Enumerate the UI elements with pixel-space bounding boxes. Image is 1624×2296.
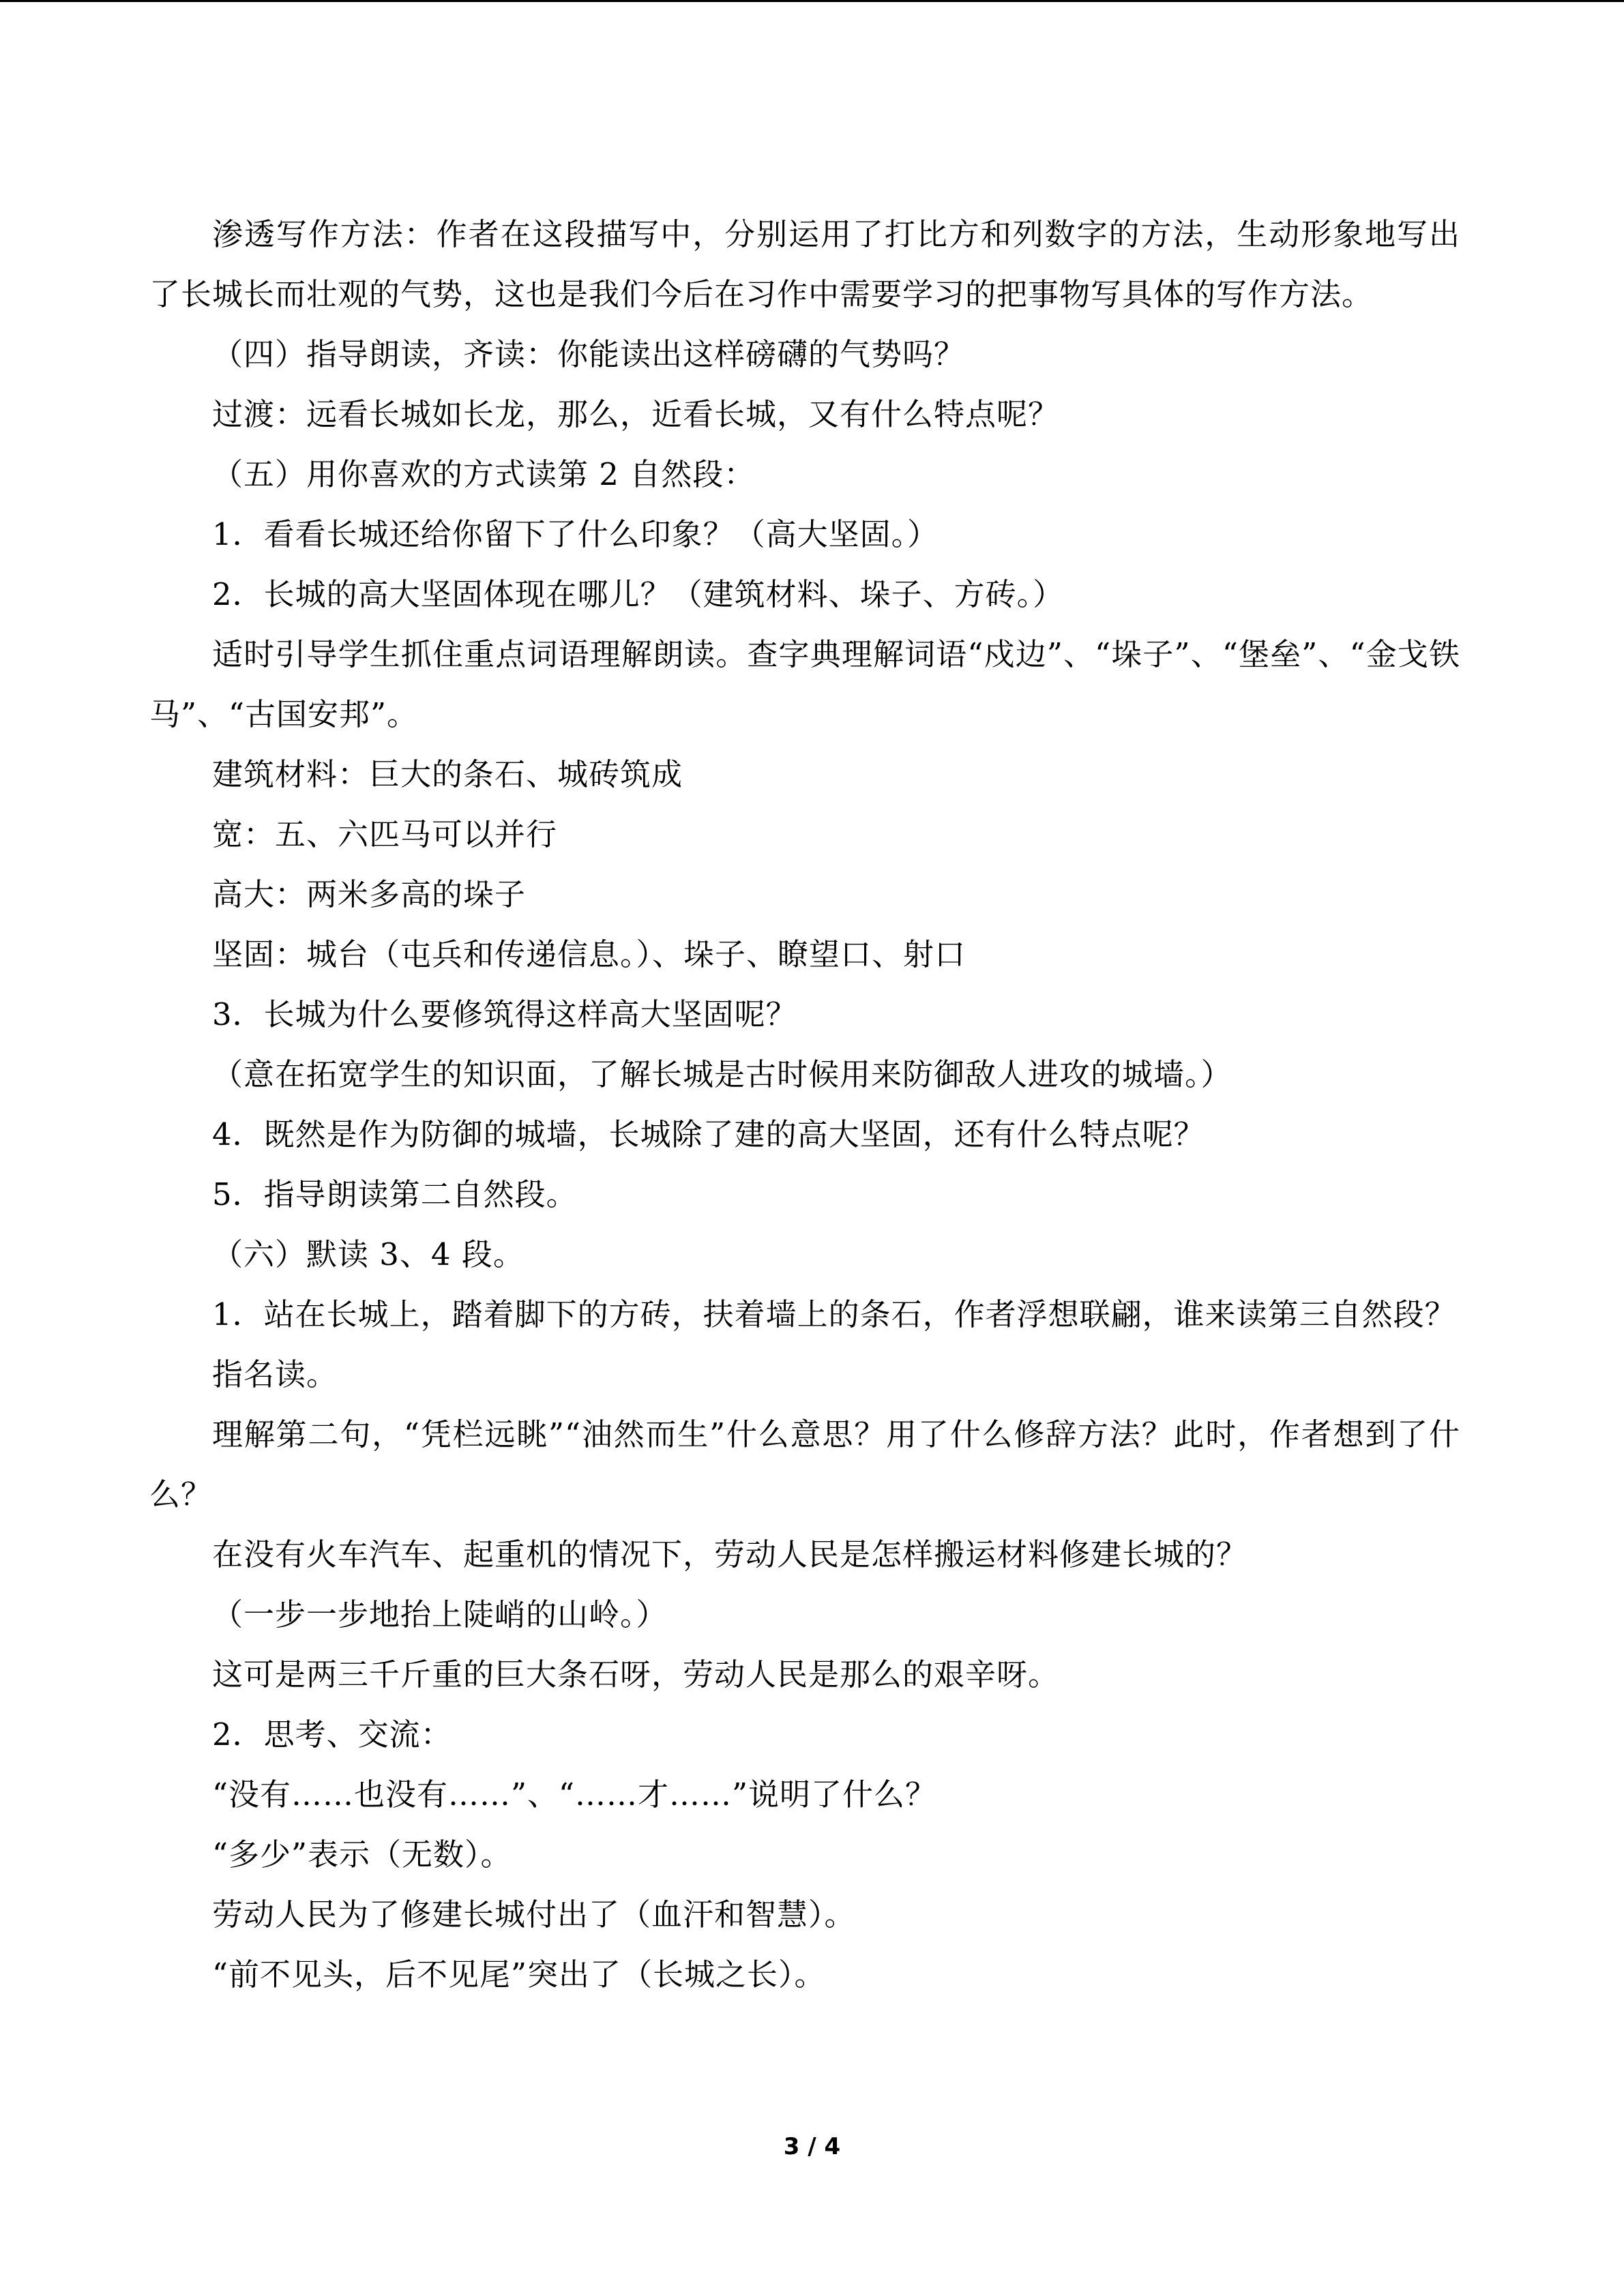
paragraph-section-five: （五）用你喜欢的方式读第 2 自然段： — [212, 456, 756, 492]
paragraph-writing-method: 渗透写作方法：作者在这段描写中，分别运用了打比方和列数字的方法，生动形象地写出了长城长而壮观的气势，这也是我们今后在习作中需要学习的把事物写具体的写作方法。 — [149, 216, 1460, 312]
paragraph-question-1: 1．看看长城还给你留下了什么印象？（高大坚固。） — [212, 516, 939, 552]
paragraph-think-discuss: 2．思考、交流： — [212, 1716, 452, 1753]
paragraph-length: “前不见头，后不见尾”突出了（长城之长）。 — [212, 1956, 826, 1993]
paragraph-materials: 建筑材料：巨大的条石、城砖筑成 — [212, 756, 683, 792]
paragraph-purpose-note: （意在拓宽学生的知识面，了解长城是古时候用来防御敌人进攻的城墙。） — [212, 1056, 1232, 1092]
paragraph-step-by-step: （一步一步地抬上陡峭的山岭。） — [212, 1596, 668, 1632]
document-body — [149, 205, 1460, 2005]
paragraph-item-5: 5．指导朗读第二自然段。 — [212, 1176, 578, 1212]
paragraph-sturdy: 坚固：城台（屯兵和传递信息。）、垛子、瞭望口、射口 — [212, 936, 966, 972]
paragraph-standing-on-wall: 1．站在长城上，踏着脚下的方砖，扶着墙上的条石，作者浮想联翩，谁来读第三自然段？ — [212, 1296, 1456, 1332]
paragraph-transition: 过渡：远看长城如长龙，那么，近看长城，又有什么特点呢？ — [212, 396, 1060, 432]
paragraph-section-six: （六）默读 3、4 段。 — [212, 1236, 525, 1272]
paragraph-heavy-stones: 这可是两三千斤重的巨大条石呀，劳动人民是那么的艰辛呀。 — [212, 1656, 1060, 1693]
paragraph-vocabulary: 适时引导学生抓住重点词语理解朗读。查字典理解词语“戍边”、“垛子”、“堡垒”、“金戈铁马”、“古国安邦”。 — [149, 636, 1460, 732]
paragraph-named-reading: 指名读。 — [212, 1356, 338, 1392]
paragraph-blood-sweat: 劳动人民为了修建长城付出了（血汗和智慧）。 — [212, 1896, 856, 1933]
paragraph-phrase-meaning: “没有……也没有……”、“……才……”说明了什么？ — [212, 1776, 937, 1813]
paragraph-question-4: 4．既然是作为防御的城墙，长城除了建的高大坚固，还有什么特点呢？ — [212, 1116, 1205, 1152]
page-number: 3 / 4 — [783, 2133, 841, 2160]
paragraph-how-many: “多少”表示（无数）。 — [212, 1836, 512, 1873]
top-border-line — [0, 0, 1624, 2]
paragraph-no-machines: 在没有火车汽车、起重机的情况下，劳动人民是怎样搬运材料修建长城的？ — [212, 1536, 1248, 1572]
paragraph-second-sentence: 理解第二句，“凭栏远眺”“油然而生”什么意思？用了什么修辞方法？此时，作者想到了什么？ — [149, 1416, 1460, 1512]
paragraph-guided-reading: （四）指导朗读，齐读：你能读出这样磅礴的气势吗？ — [212, 336, 966, 372]
paragraph-question-3: 3．长城为什么要修筑得这样高大坚固呢？ — [212, 996, 797, 1032]
paragraph-height: 高大：两米多高的垛子 — [212, 876, 527, 912]
paragraph-question-2: 2．长城的高大坚固体现在哪儿？（建筑材料、垛子、方砖。） — [212, 576, 1065, 612]
paragraph-width: 宽：五、六匹马可以并行 — [212, 816, 558, 852]
